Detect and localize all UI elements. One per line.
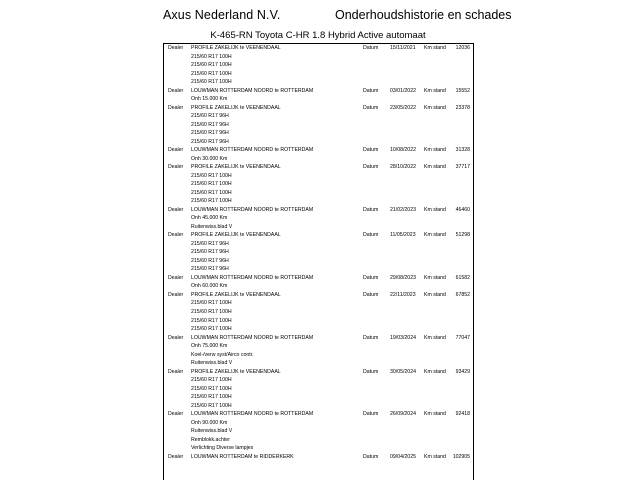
dealer-name: PROFILE ZAKELIJK te VEENENDAAL xyxy=(191,104,281,111)
service-item: 215/60 R17 96H xyxy=(191,240,229,247)
datum-label: Datum xyxy=(363,104,379,111)
km-stand-label: Km stand xyxy=(424,334,446,341)
mileage-value: 51298 xyxy=(455,232,470,239)
service-item: 215/60 R17 96H xyxy=(191,138,229,145)
service-item-row xyxy=(164,138,473,147)
km-stand-label: Km stand xyxy=(424,87,446,94)
datum-label: Datum xyxy=(363,206,379,213)
km-stand-label: Km stand xyxy=(424,453,446,460)
service-date: 28/10/2022 xyxy=(390,164,416,171)
service-item-row xyxy=(164,308,473,317)
service-item-row xyxy=(164,282,473,291)
dealer-name: PROFILE ZAKELIJK te VEENENDAAL xyxy=(191,45,281,51)
service-item-row xyxy=(164,427,473,436)
service-item: 215/60 R17 100H xyxy=(191,385,232,392)
service-date: 30/05/2024 xyxy=(390,368,416,375)
dealer-name: LOUWMAN ROTTERDAM NOORD te ROTTERDAM xyxy=(191,411,314,418)
service-item-row xyxy=(164,359,473,368)
datum-label: Datum xyxy=(363,232,379,239)
service-date: 19/03/2024 xyxy=(390,334,416,341)
entry-header-row xyxy=(164,274,473,283)
service-item: Onh 45.000 Km xyxy=(191,215,228,222)
service-item: 215/60 R17 96H xyxy=(191,113,229,120)
km-stand-label: Km stand xyxy=(424,206,446,213)
datum-label: Datum xyxy=(363,147,379,154)
service-date: 15/11/2021 xyxy=(390,45,416,51)
entry-header-row xyxy=(164,291,473,300)
dealer-name: PROFILE ZAKELIJK te VEENENDAAL xyxy=(191,368,281,375)
service-item: Ruitenwiss.blad V xyxy=(191,428,233,435)
datum-label: Datum xyxy=(363,411,379,418)
service-item: 215/60 R17 96H xyxy=(191,257,229,264)
dealer-name: LOUWMAN ROTTERDAM NOORD te ROTTERDAM xyxy=(191,206,314,213)
service-item: 215/60 R17 100H xyxy=(191,189,232,196)
service-item-row xyxy=(164,419,473,428)
datum-label: Datum xyxy=(363,334,379,341)
service-item: 215/60 R17 96H xyxy=(191,266,229,273)
service-item-row xyxy=(164,172,473,181)
mileage-value: 61582 xyxy=(455,274,470,281)
service-item: 215/60 R17 100H xyxy=(191,181,232,188)
mileage-value: 92418 xyxy=(455,411,470,418)
dealer-label: Dealer xyxy=(168,453,184,460)
km-stand-label: Km stand xyxy=(424,232,446,239)
service-date: 11/05/2023 xyxy=(390,232,416,239)
km-stand-label: Km stand xyxy=(424,291,446,298)
service-item-row xyxy=(164,70,473,79)
service-item: 215/60 R17 100H xyxy=(191,308,232,315)
dealer-label: Dealer xyxy=(168,232,184,239)
service-item-row xyxy=(164,436,473,445)
service-item-row xyxy=(164,317,473,326)
service-item-row xyxy=(164,351,473,360)
datum-label: Datum xyxy=(363,368,379,375)
dealer-label: Dealer xyxy=(168,45,184,51)
km-stand-label: Km stand xyxy=(424,274,446,281)
service-item: Verlichting Diverse lampjes xyxy=(191,445,254,452)
service-item-row xyxy=(164,299,473,308)
mileage-value: 93429 xyxy=(455,368,470,375)
service-item: 215/60 R17 100H xyxy=(191,394,232,401)
service-item-row xyxy=(164,342,473,351)
service-date: 29/08/2023 xyxy=(390,274,416,281)
dealer-label: Dealer xyxy=(168,368,184,375)
km-stand-label: Km stand xyxy=(424,164,446,171)
entry-header-row xyxy=(164,410,473,419)
service-item: Onh 15.000 Km xyxy=(191,96,228,103)
dealer-label: Dealer xyxy=(168,274,184,281)
service-date: 21/02/2023 xyxy=(390,206,416,213)
dealer-name: LOUWMAN ROTTERDAM te RIDDERKERK xyxy=(191,453,294,460)
entry-header-row xyxy=(164,44,473,53)
datum-label: Datum xyxy=(363,164,379,171)
dealer-label: Dealer xyxy=(168,164,184,171)
entry-header-row xyxy=(164,334,473,343)
dealer-label: Dealer xyxy=(168,334,184,341)
service-item-row xyxy=(164,180,473,189)
service-item-row xyxy=(164,197,473,206)
entry-header-row xyxy=(164,231,473,240)
service-item-row xyxy=(164,121,473,130)
service-item-row xyxy=(164,402,473,411)
service-item: Onh 75.000 Km xyxy=(191,343,228,350)
service-item: Onh 90.000 Km xyxy=(191,419,228,426)
service-item-row xyxy=(164,53,473,62)
dealer-name: PROFILE ZAKELIJK te VEENENDAAL xyxy=(191,164,281,171)
entry-header-row xyxy=(164,453,473,462)
service-date: 10/08/2022 xyxy=(390,147,416,154)
service-date: 09/04/2025 xyxy=(390,453,416,460)
service-item: 215/60 R17 100H xyxy=(191,79,232,86)
mileage-value: 23378 xyxy=(455,104,470,111)
datum-label: Datum xyxy=(363,87,379,94)
service-item-row xyxy=(164,95,473,104)
service-item-row xyxy=(164,112,473,121)
service-item: 215/60 R17 100H xyxy=(191,53,232,60)
service-item-row xyxy=(164,240,473,249)
entry-header-row xyxy=(164,87,473,96)
km-stand-label: Km stand xyxy=(424,45,446,51)
service-item-row xyxy=(164,376,473,385)
service-item: 215/60 R17 100H xyxy=(191,198,232,205)
datum-label: Datum xyxy=(363,291,379,298)
service-item-row xyxy=(164,78,473,87)
datum-label: Datum xyxy=(363,453,379,460)
km-stand-label: Km stand xyxy=(424,147,446,154)
entry-header-row xyxy=(164,163,473,172)
entry-header-row xyxy=(164,146,473,155)
service-item-row xyxy=(164,214,473,223)
service-item: 215/60 R17 100H xyxy=(191,172,232,179)
service-item-row xyxy=(164,129,473,138)
dealer-label: Dealer xyxy=(168,104,184,111)
dealer-label: Dealer xyxy=(168,206,184,213)
service-item-row xyxy=(164,257,473,266)
mileage-value: 12036 xyxy=(455,45,470,51)
datum-label: Datum xyxy=(363,274,379,281)
service-item-row xyxy=(164,325,473,334)
entry-header-row xyxy=(164,206,473,215)
mileage-value: 102905 xyxy=(452,453,470,460)
dealer-name: LOUWMAN ROTTERDAM NOORD te ROTTERDAM xyxy=(191,274,314,281)
dealer-name: LOUWMAN ROTTERDAM NOORD te ROTTERDAM xyxy=(191,87,314,94)
dealer-label: Dealer xyxy=(168,87,184,94)
mileage-value: 46460 xyxy=(455,206,470,213)
mileage-value: 31328 xyxy=(455,147,470,154)
km-stand-label: Km stand xyxy=(424,368,446,375)
service-item-row xyxy=(164,155,473,164)
service-item: 215/60 R17 100H xyxy=(191,377,232,384)
dealer-name: LOUWMAN ROTTERDAM NOORD te ROTTERDAM xyxy=(191,147,314,154)
entry-header-row xyxy=(164,368,473,377)
service-item-row xyxy=(164,248,473,257)
service-item: 215/60 R17 96H xyxy=(191,249,229,256)
service-item-row xyxy=(164,61,473,70)
mileage-value: 15552 xyxy=(455,87,470,94)
km-stand-label: Km stand xyxy=(424,104,446,111)
mileage-value: 67852 xyxy=(455,291,470,298)
dealer-name: LOUWMAN ROTTERDAM NOORD te ROTTERDAM xyxy=(191,334,314,341)
service-item: Remblokk.achter xyxy=(191,436,230,443)
service-date: 26/09/2024 xyxy=(390,411,416,418)
service-item-row xyxy=(164,223,473,232)
km-stand-label: Km stand xyxy=(424,411,446,418)
service-date: 23/05/2022 xyxy=(390,104,416,111)
service-item: 215/60 R17 100H xyxy=(191,317,232,324)
company-name: Axus Nederland N.V. xyxy=(163,8,281,22)
document-title: Onderhoudshistorie en schades xyxy=(335,8,512,22)
service-item: 215/60 R17 100H xyxy=(191,62,232,69)
service-item: 215/60 R17 100H xyxy=(191,402,232,409)
service-item: 215/60 R17 100H xyxy=(191,70,232,77)
service-item-row xyxy=(164,385,473,394)
service-item: Onh 60.000 Km xyxy=(191,283,228,290)
service-item-row xyxy=(164,265,473,274)
vehicle-description: K-465-RN Toyota C-HR 1.8 Hybrid Active automaat xyxy=(210,30,426,41)
dealer-label: Dealer xyxy=(168,411,184,418)
service-date: 22/11/2023 xyxy=(390,291,416,298)
datum-label: Datum xyxy=(363,45,379,51)
service-item: Ruitenwiss.blad V xyxy=(191,360,233,367)
service-item-row xyxy=(164,189,473,198)
entry-header-row xyxy=(164,104,473,113)
service-date: 03/01/2022 xyxy=(390,87,416,94)
service-item: 215/60 R17 100H xyxy=(191,300,232,307)
mileage-value: 77047 xyxy=(455,334,470,341)
dealer-name: PROFILE ZAKELIJK te VEENENDAAL xyxy=(191,232,281,239)
service-item: 215/60 R17 96H xyxy=(191,121,229,128)
service-item: Onh 30.000 Km xyxy=(191,155,228,162)
service-item: Koel-/verw syst/Airco contr. xyxy=(191,351,254,358)
service-item: Ruitenwiss.blad V xyxy=(191,223,233,230)
maintenance-history-table xyxy=(163,43,474,480)
dealer-label: Dealer xyxy=(168,291,184,298)
service-item: 215/60 R17 100H xyxy=(191,326,232,333)
service-item-row xyxy=(164,444,473,453)
dealer-label: Dealer xyxy=(168,147,184,154)
service-item: 215/60 R17 96H xyxy=(191,130,229,137)
mileage-value: 37717 xyxy=(455,164,470,171)
dealer-name: PROFILE ZAKELIJK te VEENENDAAL xyxy=(191,291,281,298)
service-item-row xyxy=(164,393,473,402)
